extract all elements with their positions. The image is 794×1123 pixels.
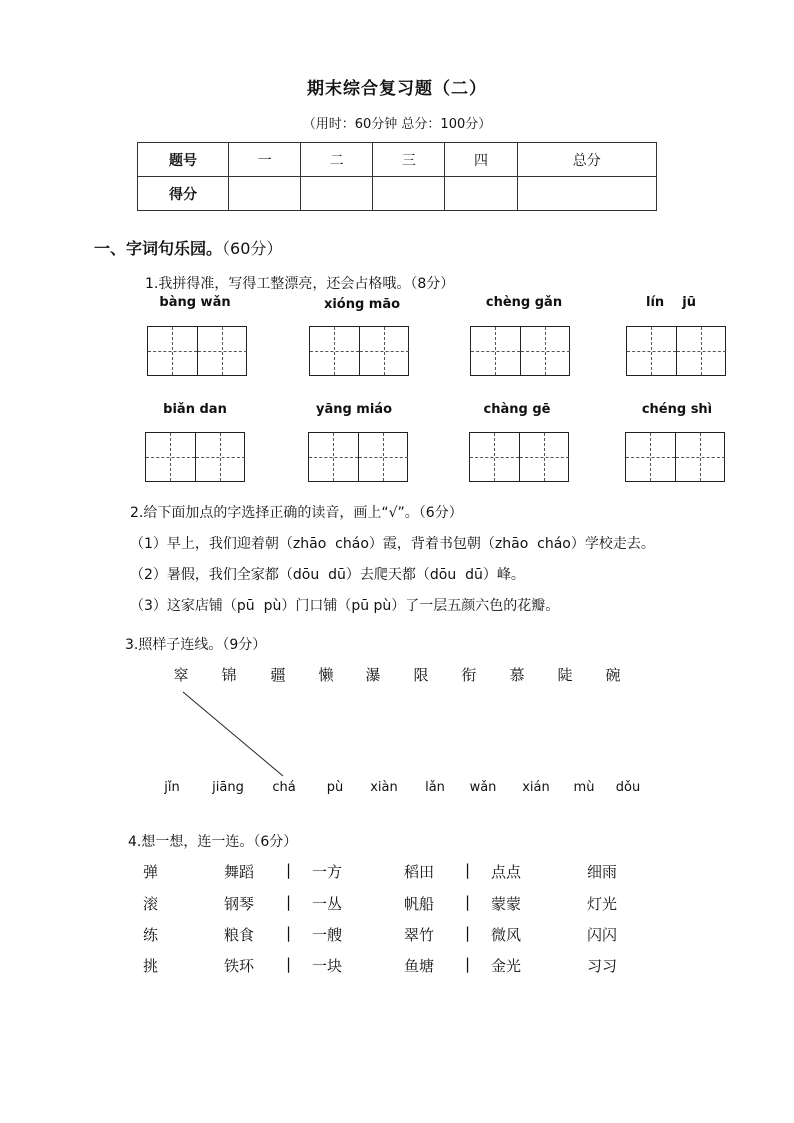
score-row-label: 得分 — [138, 177, 229, 211]
q4-word[interactable]: 一方 — [312, 863, 343, 881]
q4-word[interactable]: 金光 — [491, 957, 522, 975]
q3-pinyin[interactable]: xián — [522, 780, 550, 795]
q1-pinyin: biǎn dan — [163, 402, 227, 417]
q3-pinyin[interactable]: jiāng — [212, 780, 244, 795]
q4-word[interactable]: 习习 — [587, 957, 618, 975]
q3-char[interactable]: 锦 — [221, 666, 237, 684]
q4-word[interactable]: 一艘 — [312, 926, 343, 944]
q2-line[interactable]: （2）暑假，我们全家都（dōu dū）去爬天都（dōu dū）峰。 — [130, 567, 525, 583]
q4-word[interactable]: 灯光 — [587, 895, 618, 913]
q1-pinyin: chàng gē — [483, 402, 551, 417]
q1-prompt: 1.我拼得准，写得工整漂亮，还会占格哦。（8分） — [145, 276, 455, 292]
q1-pinyin: xióng māo — [323, 297, 401, 312]
q3-char[interactable]: 慕 — [509, 666, 525, 684]
q3-pinyin[interactable]: wǎn — [469, 780, 497, 795]
q3-char[interactable]: 疆 — [270, 666, 286, 684]
q1-pinyin: lín jū — [646, 295, 696, 310]
page-title: 期末综合复习题（二） — [307, 79, 487, 99]
section-title: 一、字词句乐园。 — [94, 239, 223, 258]
q1-pinyin: bàng wǎn — [159, 295, 231, 310]
q2-line[interactable]: （1）早上，我们迎着朝（zhāo cháo）霞，背着书包朝（zhāo cháo）学校走去。 — [130, 536, 655, 552]
q3-char[interactable]: 懒 — [318, 666, 334, 684]
q4-word[interactable]: 铁环 — [224, 957, 255, 975]
q4-word[interactable]: 钢琴 — [224, 895, 255, 913]
q2-line[interactable]: （3）这家店铺（pū pù）门口铺（pū pù）了一层五颜六色的花瓣。 — [130, 598, 560, 614]
q4-separator: | — [286, 861, 292, 879]
q4-word[interactable]: 舞蹈 — [224, 863, 255, 881]
q3-pinyin[interactable]: chá — [272, 780, 296, 795]
q3-char[interactable]: 限 — [413, 666, 429, 684]
q4-word[interactable]: 鱼塘 — [404, 957, 435, 975]
q4-separator: | — [465, 955, 471, 973]
q4-separator: | — [286, 893, 292, 911]
q4-word[interactable]: 稻田 — [404, 863, 435, 881]
q4-word[interactable]: 一丛 — [312, 895, 343, 913]
q3-char[interactable]: 陡 — [557, 666, 573, 684]
q4-separator: | — [286, 955, 292, 973]
score-cell-label: 题号 — [138, 143, 229, 177]
section-points: （60分） — [222, 239, 283, 258]
q1-pinyin: chèng gǎn — [485, 295, 563, 310]
q4-word[interactable]: 闪闪 — [587, 926, 618, 944]
score-cell-2: 二 — [301, 143, 373, 177]
score-cell-3: 三 — [373, 143, 445, 177]
q4-separator: | — [465, 924, 471, 942]
q2-prompt: 2.给下面加点的字选择正确的读音，画上“√”。（6分） — [130, 505, 463, 521]
score-cell-1: 一 — [229, 143, 301, 177]
q1-pinyin: yāng miáo — [315, 402, 393, 417]
q4-word[interactable]: 粮食 — [224, 926, 255, 944]
score-cell-4: 四 — [445, 143, 517, 177]
q1-pinyin: chéng shì — [641, 402, 713, 417]
q3-pinyin[interactable]: pù — [326, 780, 344, 795]
q3-char[interactable]: 窣 — [173, 666, 189, 684]
q3-prompt: 3.照样子连线。（9分） — [125, 637, 267, 653]
q4-word[interactable]: 蒙蒙 — [491, 895, 522, 913]
q4-word[interactable]: 微风 — [491, 926, 522, 944]
q4-word[interactable]: 滚 — [143, 895, 159, 913]
q4-word[interactable]: 帆船 — [404, 895, 435, 913]
q4-separator: | — [465, 893, 471, 911]
q4-word[interactable]: 点点 — [491, 863, 522, 881]
q3-char[interactable]: 瀑 — [365, 666, 381, 684]
q4-prompt: 4.想一想，连一连。（6分） — [128, 834, 298, 850]
q3-pinyin[interactable]: mù — [573, 780, 595, 795]
q3-pinyin[interactable]: xiàn — [370, 780, 398, 795]
q4-word[interactable]: 一块 — [312, 957, 343, 975]
q4-word[interactable]: 细雨 — [587, 863, 618, 881]
q3-pinyin[interactable]: dǒu — [615, 780, 641, 795]
q4-word[interactable]: 翠竹 — [404, 926, 435, 944]
q4-word[interactable]: 挑 — [143, 957, 159, 975]
q3-pinyin[interactable]: lǎn — [425, 780, 445, 795]
q3-char[interactable]: 碗 — [605, 666, 621, 684]
q4-separator: | — [286, 924, 292, 942]
q3-char[interactable]: 衔 — [461, 666, 477, 684]
score-cell-total: 总分 — [517, 143, 657, 177]
q4-separator: | — [465, 861, 471, 879]
q4-word[interactable]: 练 — [143, 926, 159, 944]
page-subtitle: （用时：60分钟 总分：100分） — [302, 117, 492, 132]
q3-pinyin[interactable]: jǐn — [164, 780, 180, 795]
q4-word[interactable]: 弹 — [143, 863, 159, 881]
